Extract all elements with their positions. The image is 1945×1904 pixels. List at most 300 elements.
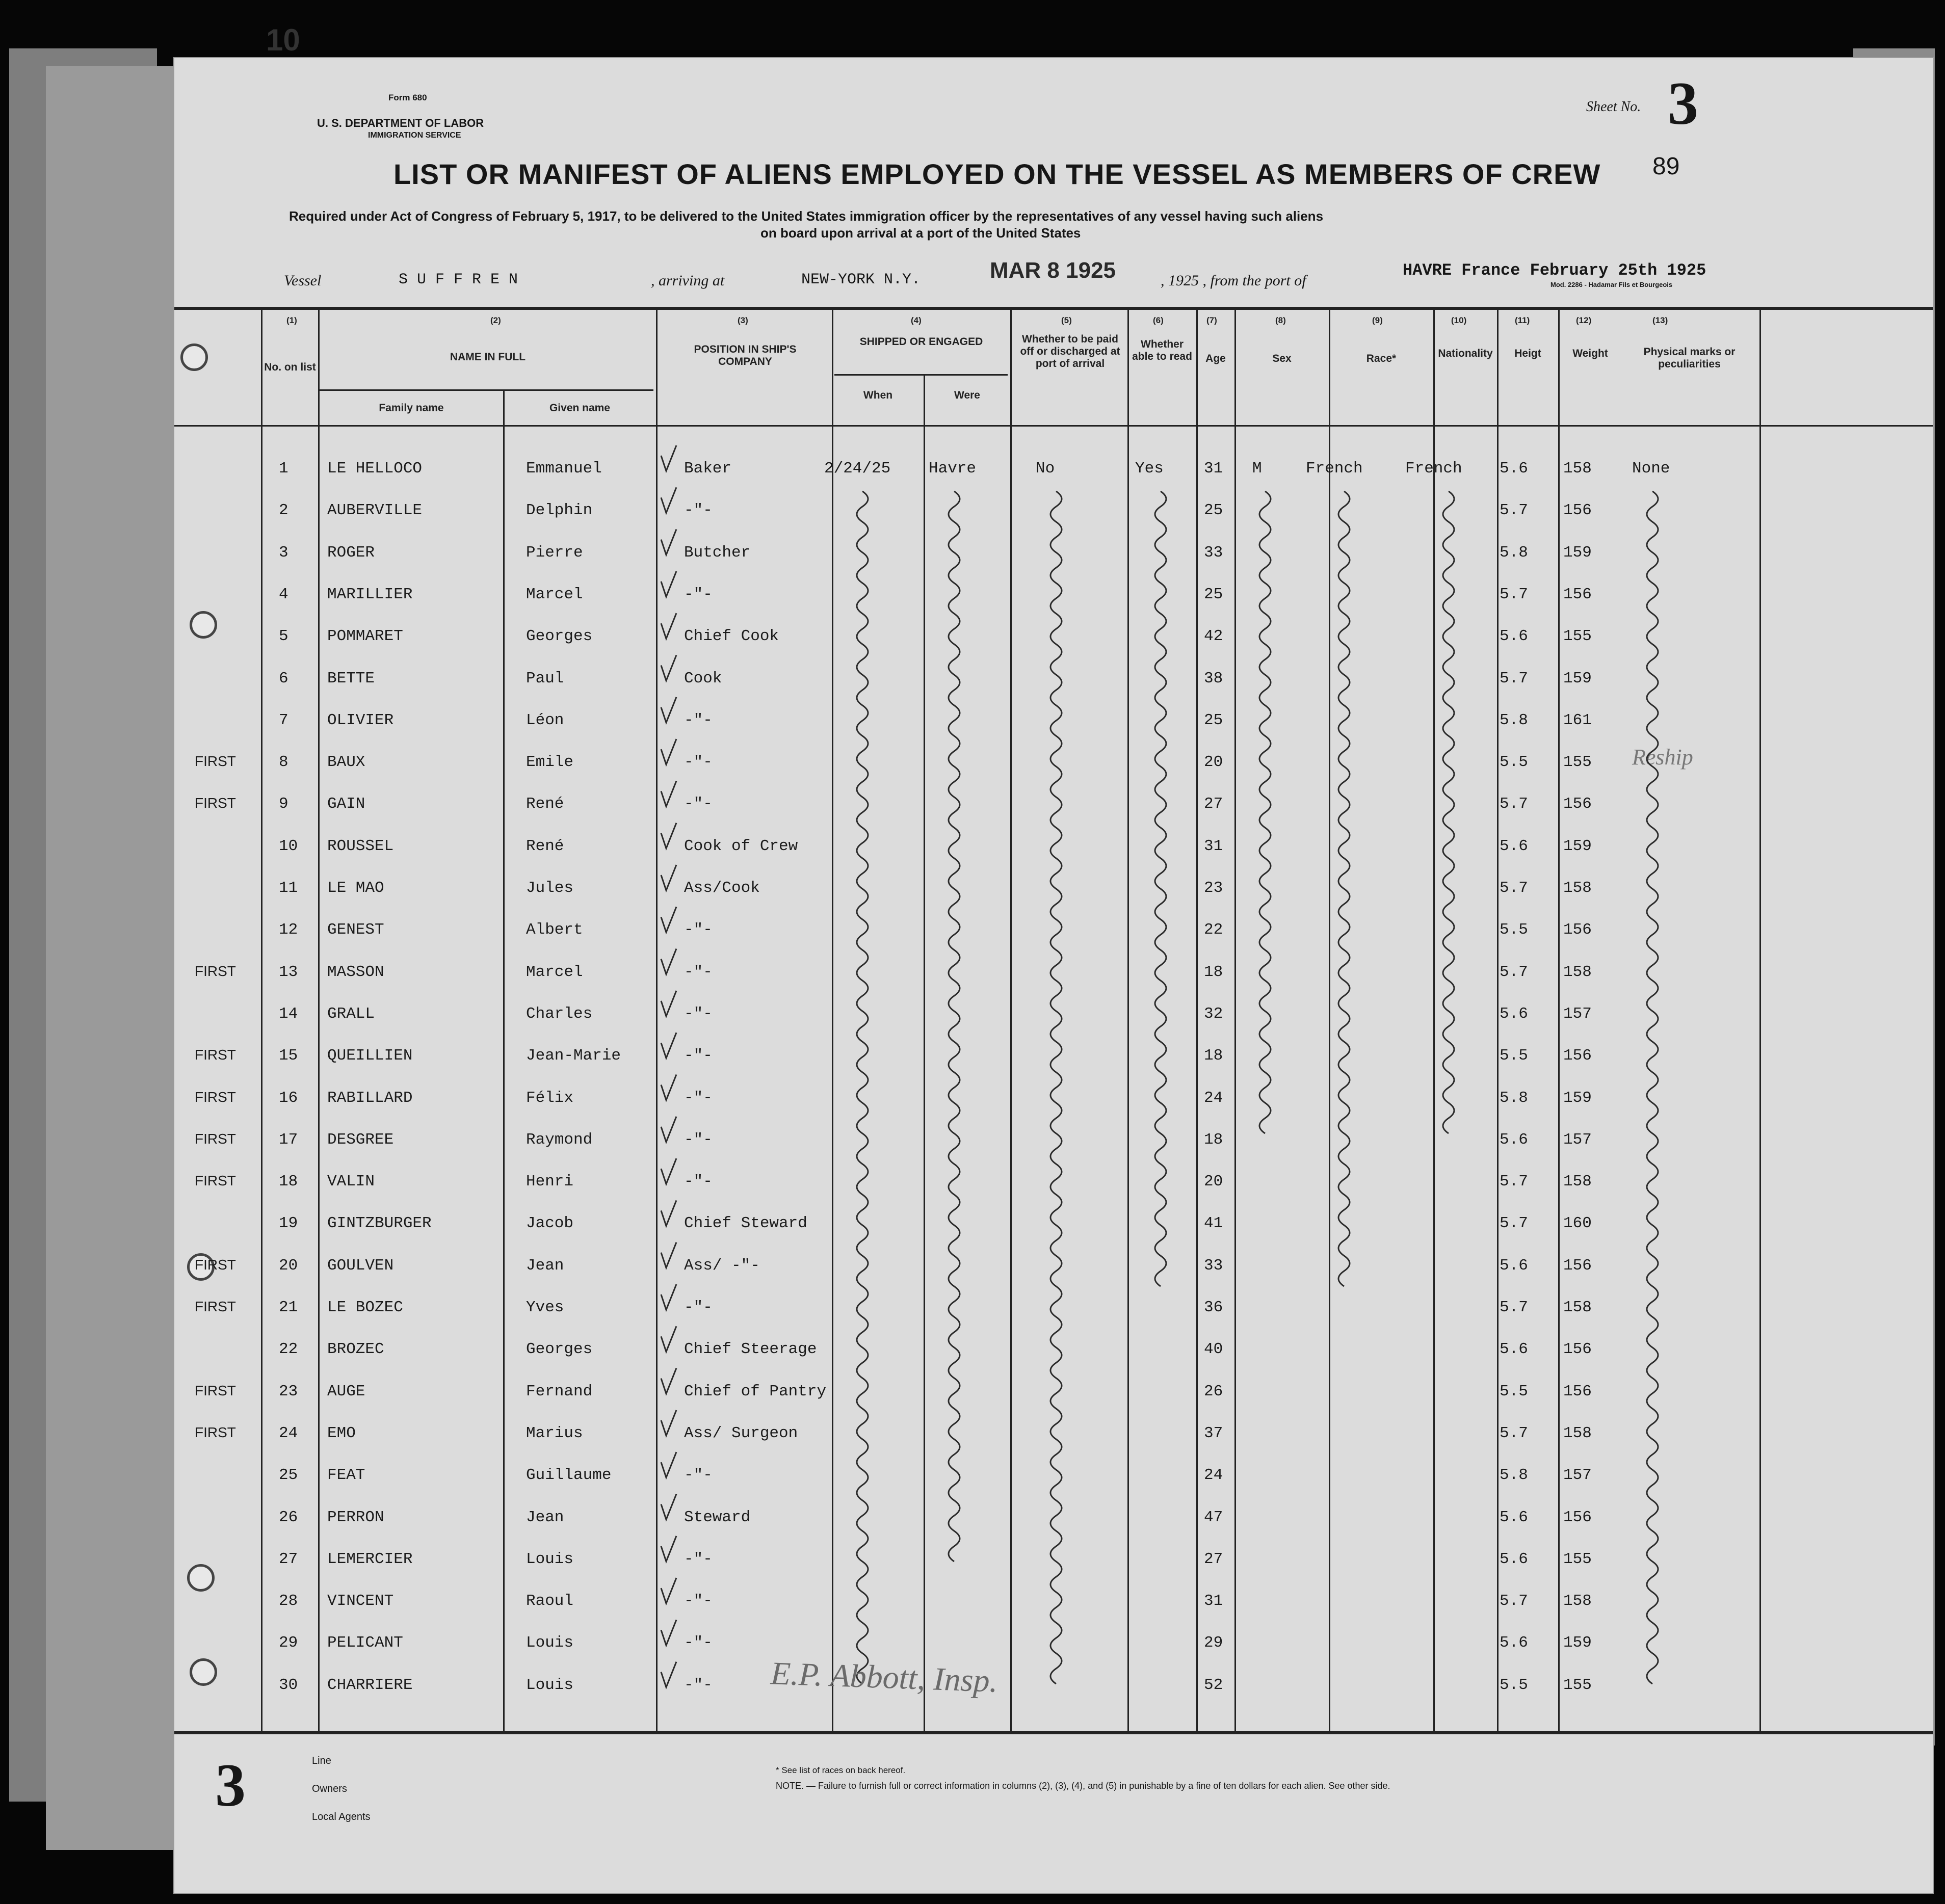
arriving-label: , arriving at (651, 272, 725, 289)
row-number: 18 (279, 1173, 298, 1191)
weight: 156 (1563, 921, 1592, 939)
check-tick (661, 1368, 676, 1394)
height: 5.5 (1500, 1382, 1528, 1400)
able-to-read: Yes (1135, 460, 1164, 478)
height: 5.6 (1500, 460, 1528, 478)
row-number: 19 (279, 1214, 298, 1233)
row-number: 28 (279, 1592, 298, 1610)
age: 31 (1204, 837, 1223, 855)
check-tick (661, 1494, 676, 1520)
row-number: 16 (279, 1089, 298, 1107)
year-label: , 1925 , from the port of (1161, 272, 1306, 289)
age: 27 (1204, 1550, 1223, 1568)
shipped-when: 2/24/25 (824, 460, 891, 478)
age: 38 (1204, 669, 1223, 687)
height: 5.8 (1500, 1089, 1528, 1107)
ditto-wave (1259, 491, 1271, 1133)
ditto-wave (857, 491, 868, 1684)
age: 24 (1204, 1466, 1223, 1485)
check-tick (661, 781, 676, 806)
row-mark: FIRST (195, 1256, 236, 1273)
printer-mark: Mod. 2286 - Hadamar Fils et Bourgeois (1550, 281, 1673, 288)
family-name: FEAT (327, 1466, 365, 1485)
weight: 155 (1563, 627, 1592, 646)
position: -"- (684, 795, 713, 813)
row-number: 11 (279, 879, 298, 897)
check-tick (661, 907, 676, 932)
check-tick (661, 1326, 676, 1352)
col7-number: (7) (1206, 315, 1217, 325)
position: -"- (684, 585, 713, 603)
age: 52 (1204, 1676, 1223, 1694)
weight: 155 (1563, 1676, 1592, 1694)
given-name: Yves (526, 1299, 564, 1316)
check-tick (661, 571, 676, 597)
weight: 157 (1563, 1130, 1592, 1149)
check-tick (661, 1117, 676, 1142)
check-tick (661, 697, 676, 723)
height: 5.5 (1500, 1676, 1528, 1694)
given-name: Pierre (526, 543, 583, 562)
given-name: Albert (526, 921, 583, 939)
position: Steward (684, 1508, 751, 1526)
family-name: VINCENT (327, 1592, 394, 1610)
shipped-when-header: When (863, 389, 893, 401)
weight: 158 (1563, 1299, 1592, 1316)
position: -"- (684, 1130, 713, 1149)
col5-header: Whether to be paid off or discharged at port of arrival (1020, 333, 1120, 369)
position: -"- (684, 963, 713, 981)
given-name: Fernand (526, 1382, 593, 1400)
row-number: 21 (279, 1299, 298, 1316)
family-name: GAIN (327, 795, 365, 813)
weight: 159 (1563, 669, 1592, 687)
ditto-wave (1050, 491, 1062, 1684)
col11-number: (11) (1515, 315, 1530, 325)
physical-marks-header: Physical marks or peculiarities (1643, 346, 1736, 370)
family-name: PELICANT (327, 1634, 403, 1652)
weight: 156 (1563, 1508, 1592, 1526)
check-tick (661, 949, 676, 974)
age: 24 (1204, 1089, 1223, 1107)
height: 5.5 (1500, 921, 1528, 939)
check-tick (661, 1158, 676, 1184)
race-header: Race* (1366, 353, 1397, 364)
height: 5.7 (1500, 1424, 1528, 1442)
position: Chief of Pantry (684, 1382, 827, 1400)
col6-header: Whether able to read (1132, 338, 1192, 362)
family-name: MASSON (327, 963, 384, 981)
weight: 157 (1563, 1466, 1592, 1485)
weight: 157 (1563, 1004, 1592, 1023)
line-label: Line (312, 1755, 331, 1766)
ditto-wave (949, 491, 960, 1562)
weight: 160 (1563, 1214, 1592, 1233)
position: -"- (684, 753, 713, 772)
age: 18 (1204, 1130, 1223, 1149)
given-name: Jean-Marie (526, 1047, 621, 1065)
family-name: QUEILLIEN (327, 1047, 413, 1065)
check-tick (661, 1410, 676, 1436)
age: 25 (1204, 711, 1223, 729)
height: 5.7 (1500, 669, 1528, 687)
weight: 158 (1563, 1592, 1592, 1610)
col13-number: (13) (1652, 315, 1668, 325)
age: 36 (1204, 1299, 1223, 1316)
col4-number: (4) (911, 315, 922, 325)
col2-header: NAME IN FULL (450, 351, 526, 363)
col4-header: SHIPPED OR ENGAGED (859, 336, 983, 348)
row-number: 5 (279, 627, 288, 646)
subtitle-line-2: on board upon arrival at a port of the United States (760, 225, 1081, 241)
row-number: 26 (279, 1508, 298, 1526)
underlying-sheet-2 (46, 66, 178, 1850)
departure-port: HAVRE France February 25th 1925 (1403, 261, 1706, 280)
check-tick (661, 739, 676, 764)
department: U. S. DEPARTMENT OF LABOR (317, 117, 484, 129)
given-name: Louis (526, 1550, 574, 1568)
age: 22 (1204, 921, 1223, 939)
position: Ass/Cook (684, 879, 760, 897)
row-mark: FIRST (195, 753, 236, 770)
check-tick (661, 991, 676, 1016)
height: 5.7 (1500, 963, 1528, 981)
check-tick (661, 1200, 676, 1226)
position: Chief Steward (684, 1214, 807, 1233)
sex-header: Sex (1272, 353, 1292, 364)
weight: 156 (1563, 795, 1592, 813)
age: 31 (1204, 1592, 1223, 1610)
row-number: 13 (279, 963, 298, 981)
family-name: PERRON (327, 1508, 384, 1526)
row-number: 4 (279, 585, 288, 603)
check-tick (661, 1033, 676, 1058)
weight: 158 (1563, 879, 1592, 897)
age: 29 (1204, 1634, 1223, 1652)
sex: M (1252, 460, 1262, 478)
page-number-left: 10 (266, 23, 300, 57)
weight: 156 (1563, 1340, 1592, 1359)
check-tick (661, 1242, 676, 1268)
position: -"- (684, 1299, 713, 1316)
given-name: Jean (526, 1256, 564, 1275)
weight: 155 (1563, 1550, 1592, 1568)
position: -"- (684, 1173, 713, 1191)
paid-off: No (1036, 460, 1055, 478)
subtitle-line-1: Required under Act of Congress of February 5, 1917, to be delivered to the United States immigration officer by the representatives of any vessel having such aliens (289, 208, 1324, 224)
weight: 158 (1563, 1424, 1592, 1442)
sheet-number: 3 (1668, 69, 1698, 137)
manifest-title: LIST OR MANIFEST OF ALIENS EMPLOYED ON THE VESSEL AS MEMBERS OF CREW (393, 158, 1601, 190)
row-number: 2 (279, 501, 288, 520)
position: -"- (684, 1592, 713, 1610)
weight: 156 (1563, 585, 1592, 603)
row-mark: FIRST (195, 1047, 236, 1063)
vessel-label: Vessel (284, 272, 322, 289)
given-name: Charles (526, 1004, 593, 1023)
weight: 159 (1563, 1089, 1592, 1107)
given-name: Jules (526, 879, 574, 897)
family-name: LE MAO (327, 879, 384, 897)
given-name: Jean (526, 1508, 564, 1526)
sheet-label: Sheet No. (1586, 99, 1641, 115)
col1-header: No. on list (264, 361, 316, 373)
col12-number: (12) (1576, 315, 1592, 325)
row-number: 8 (279, 753, 288, 772)
row-number: 12 (279, 921, 298, 939)
height: 5.8 (1500, 711, 1528, 729)
family-name: ROUSSEL (327, 837, 394, 855)
shipped-where-header: Were (954, 389, 980, 401)
family-name-header: Family name (379, 402, 444, 414)
family-name: AUBERVILLE (327, 501, 423, 520)
given-name: Delphin (526, 501, 593, 520)
family-name: RABILLARD (327, 1089, 413, 1107)
height: 5.7 (1500, 1592, 1528, 1610)
row-mark: FIRST (195, 1299, 236, 1314)
family-name: GOULVEN (327, 1256, 394, 1275)
given-name: Félix (526, 1089, 574, 1107)
family-name: MARILLIER (327, 585, 413, 603)
col2-number: (2) (490, 315, 501, 325)
given-name: Georges (526, 627, 593, 646)
row-number: 9 (279, 795, 288, 813)
age-header: Age (1205, 353, 1226, 364)
family-name: CHARRIERE (327, 1676, 413, 1694)
given-name: Marius (526, 1424, 583, 1442)
given-name-header: Given name (549, 402, 611, 414)
check-tick (661, 1620, 676, 1645)
row-number: 15 (279, 1047, 298, 1065)
age: 33 (1204, 543, 1223, 562)
col10-number: (10) (1451, 315, 1467, 325)
ditto-wave (1443, 491, 1454, 1133)
age: 33 (1204, 1256, 1223, 1275)
family-name: BETTE (327, 669, 375, 687)
given-name: Léon (526, 711, 564, 729)
row-number: 6 (279, 669, 288, 687)
height: 5.6 (1500, 1340, 1528, 1359)
position: -"- (684, 1550, 713, 1568)
weight: 155 (1563, 753, 1592, 772)
races-note: * See list of races on back hereof. (776, 1765, 906, 1775)
weight: 156 (1563, 1047, 1592, 1065)
height: 5.6 (1500, 1550, 1528, 1568)
row-mark: FIRST (195, 1382, 236, 1398)
given-name: Emmanuel (526, 460, 602, 478)
row-mark: FIRST (195, 1173, 236, 1189)
check-tick (661, 487, 676, 513)
height: 5.7 (1500, 1173, 1528, 1191)
age: 23 (1204, 879, 1223, 897)
check-tick (661, 445, 676, 471)
height: 5.7 (1500, 795, 1528, 813)
position: Ass/ Surgeon (684, 1424, 798, 1442)
age: 42 (1204, 627, 1223, 646)
row-mark: FIRST (195, 963, 236, 979)
check-tick (661, 823, 676, 849)
family-name: LE BOZEC (327, 1299, 403, 1316)
list-number: 89 (1652, 153, 1680, 180)
ditto-marks (174, 58, 1933, 1731)
position: -"- (684, 1004, 713, 1023)
weight: 156 (1563, 501, 1592, 520)
given-name: Guillaume (526, 1466, 612, 1485)
height: 5.6 (1500, 1130, 1528, 1149)
check-tick (661, 865, 676, 890)
weight: 156 (1563, 1256, 1592, 1275)
date-stamp: MAR 8 1925 (990, 258, 1116, 283)
height: 5.6 (1500, 837, 1528, 855)
given-name: Emile (526, 753, 574, 772)
weight: 158 (1563, 1173, 1592, 1191)
local-agents-label: Local Agents (312, 1811, 371, 1822)
family-name: GRALL (327, 1004, 375, 1023)
family-name: GINTZBURGER (327, 1214, 432, 1233)
row-number: 24 (279, 1424, 298, 1442)
position: Butcher (684, 543, 751, 562)
col9-number: (9) (1372, 315, 1383, 325)
family-name: OLIVIER (327, 711, 394, 729)
weight: 158 (1563, 460, 1592, 478)
weight: 159 (1563, 543, 1592, 562)
given-name: Louis (526, 1634, 574, 1652)
check-tick (661, 1452, 676, 1477)
row-mark: FIRST (195, 1424, 236, 1440)
family-name: DESGREE (327, 1130, 394, 1149)
height-header: Heigt (1514, 348, 1541, 359)
col8-number: (8) (1275, 315, 1286, 325)
family-name: LE HELLOCO (327, 460, 423, 478)
age: 18 (1204, 963, 1223, 981)
given-name: Louis (526, 1676, 574, 1694)
height: 5.6 (1500, 1634, 1528, 1652)
row-mark: FIRST (195, 1089, 236, 1105)
age: 26 (1204, 1382, 1223, 1400)
weight-header: Weight (1572, 348, 1608, 359)
check-tick (661, 1284, 676, 1310)
shipped-where: Havre (929, 460, 977, 478)
position: -"- (684, 1634, 713, 1652)
position: Chief Steerage (684, 1340, 817, 1359)
height: 5.8 (1500, 543, 1528, 562)
row-number: 3 (279, 543, 288, 562)
col6-number: (6) (1153, 315, 1164, 325)
position: -"- (684, 711, 713, 729)
check-tick (661, 613, 676, 639)
ditto-wave (1647, 491, 1658, 1684)
position: Ass/ -"- (684, 1256, 760, 1275)
form-number: Form 680 (388, 93, 427, 102)
row-number: 1 (279, 460, 288, 478)
age: 31 (1204, 460, 1223, 478)
table-bottom-rule (174, 1731, 1933, 1734)
height: 5.5 (1500, 753, 1528, 772)
row-number: 14 (279, 1004, 298, 1023)
weight: 159 (1563, 1634, 1592, 1652)
ditto-wave (1338, 491, 1350, 1286)
service: IMMIGRATION SERVICE (368, 131, 461, 140)
given-name: René (526, 795, 564, 813)
weight: 156 (1563, 1382, 1592, 1400)
position: Chief Cook (684, 627, 779, 646)
ditto-wave (1155, 491, 1166, 1286)
position: Cook (684, 669, 722, 687)
arriving-port: NEW-YORK N.Y. (801, 271, 921, 288)
weight: 159 (1563, 837, 1592, 855)
age: 37 (1204, 1424, 1223, 1442)
age: 40 (1204, 1340, 1223, 1359)
height: 5.6 (1500, 1004, 1528, 1023)
height: 5.7 (1500, 879, 1528, 897)
physical-marks: Reship (1632, 745, 1693, 770)
race: French (1306, 460, 1363, 478)
given-name: Georges (526, 1340, 593, 1359)
given-name: Marcel (526, 585, 583, 603)
family-name: POMMARET (327, 627, 403, 646)
given-name: René (526, 837, 564, 855)
footer-sheet-mark: 3 (215, 1751, 246, 1819)
check-tick (661, 1578, 676, 1603)
manifest-page (173, 23, 1934, 1894)
family-name: BROZEC (327, 1340, 384, 1359)
height: 5.6 (1500, 1508, 1528, 1526)
age: 25 (1204, 585, 1223, 603)
col1-number: (1) (286, 315, 297, 325)
position: Cook of Crew (684, 837, 798, 855)
check-tick (661, 1662, 676, 1687)
position: -"- (684, 1466, 713, 1485)
height: 5.5 (1500, 1047, 1528, 1065)
inspector-signature: E.P. Abbott, Insp. (770, 1655, 998, 1699)
weight: 161 (1563, 711, 1592, 729)
col5-number: (5) (1061, 315, 1072, 325)
age: 47 (1204, 1508, 1223, 1526)
col3-number: (3) (738, 315, 748, 325)
row-number: 25 (279, 1466, 298, 1485)
given-name: Jacob (526, 1214, 574, 1233)
age: 20 (1204, 1173, 1223, 1191)
row-number: 17 (279, 1130, 298, 1149)
height: 5.6 (1500, 1256, 1528, 1275)
check-tick (661, 655, 676, 681)
age: 41 (1204, 1214, 1223, 1233)
family-name: ROGER (327, 543, 375, 562)
given-name: Raoul (526, 1592, 574, 1610)
height: 5.6 (1500, 627, 1528, 646)
row-mark: FIRST (195, 795, 236, 811)
nationality: French (1405, 460, 1462, 478)
age: 20 (1204, 753, 1223, 772)
position: -"- (684, 1089, 713, 1107)
age: 32 (1204, 1004, 1223, 1023)
given-name: Henri (526, 1173, 574, 1191)
col3-header: POSITION IN SHIP'S COMPANY (694, 343, 797, 367)
weight: 158 (1563, 963, 1592, 981)
family-name: LEMERCIER (327, 1550, 413, 1568)
position: -"- (684, 1047, 713, 1065)
row-number: 7 (279, 711, 288, 729)
position: Baker (684, 460, 732, 478)
row-number: 29 (279, 1634, 298, 1652)
owners-label: Owners (312, 1783, 347, 1794)
row-number: 20 (279, 1256, 298, 1275)
check-tick (661, 530, 676, 555)
position: -"- (684, 1676, 713, 1694)
position: -"- (684, 501, 713, 520)
row-number: 27 (279, 1550, 298, 1568)
height: 5.8 (1500, 1466, 1528, 1485)
